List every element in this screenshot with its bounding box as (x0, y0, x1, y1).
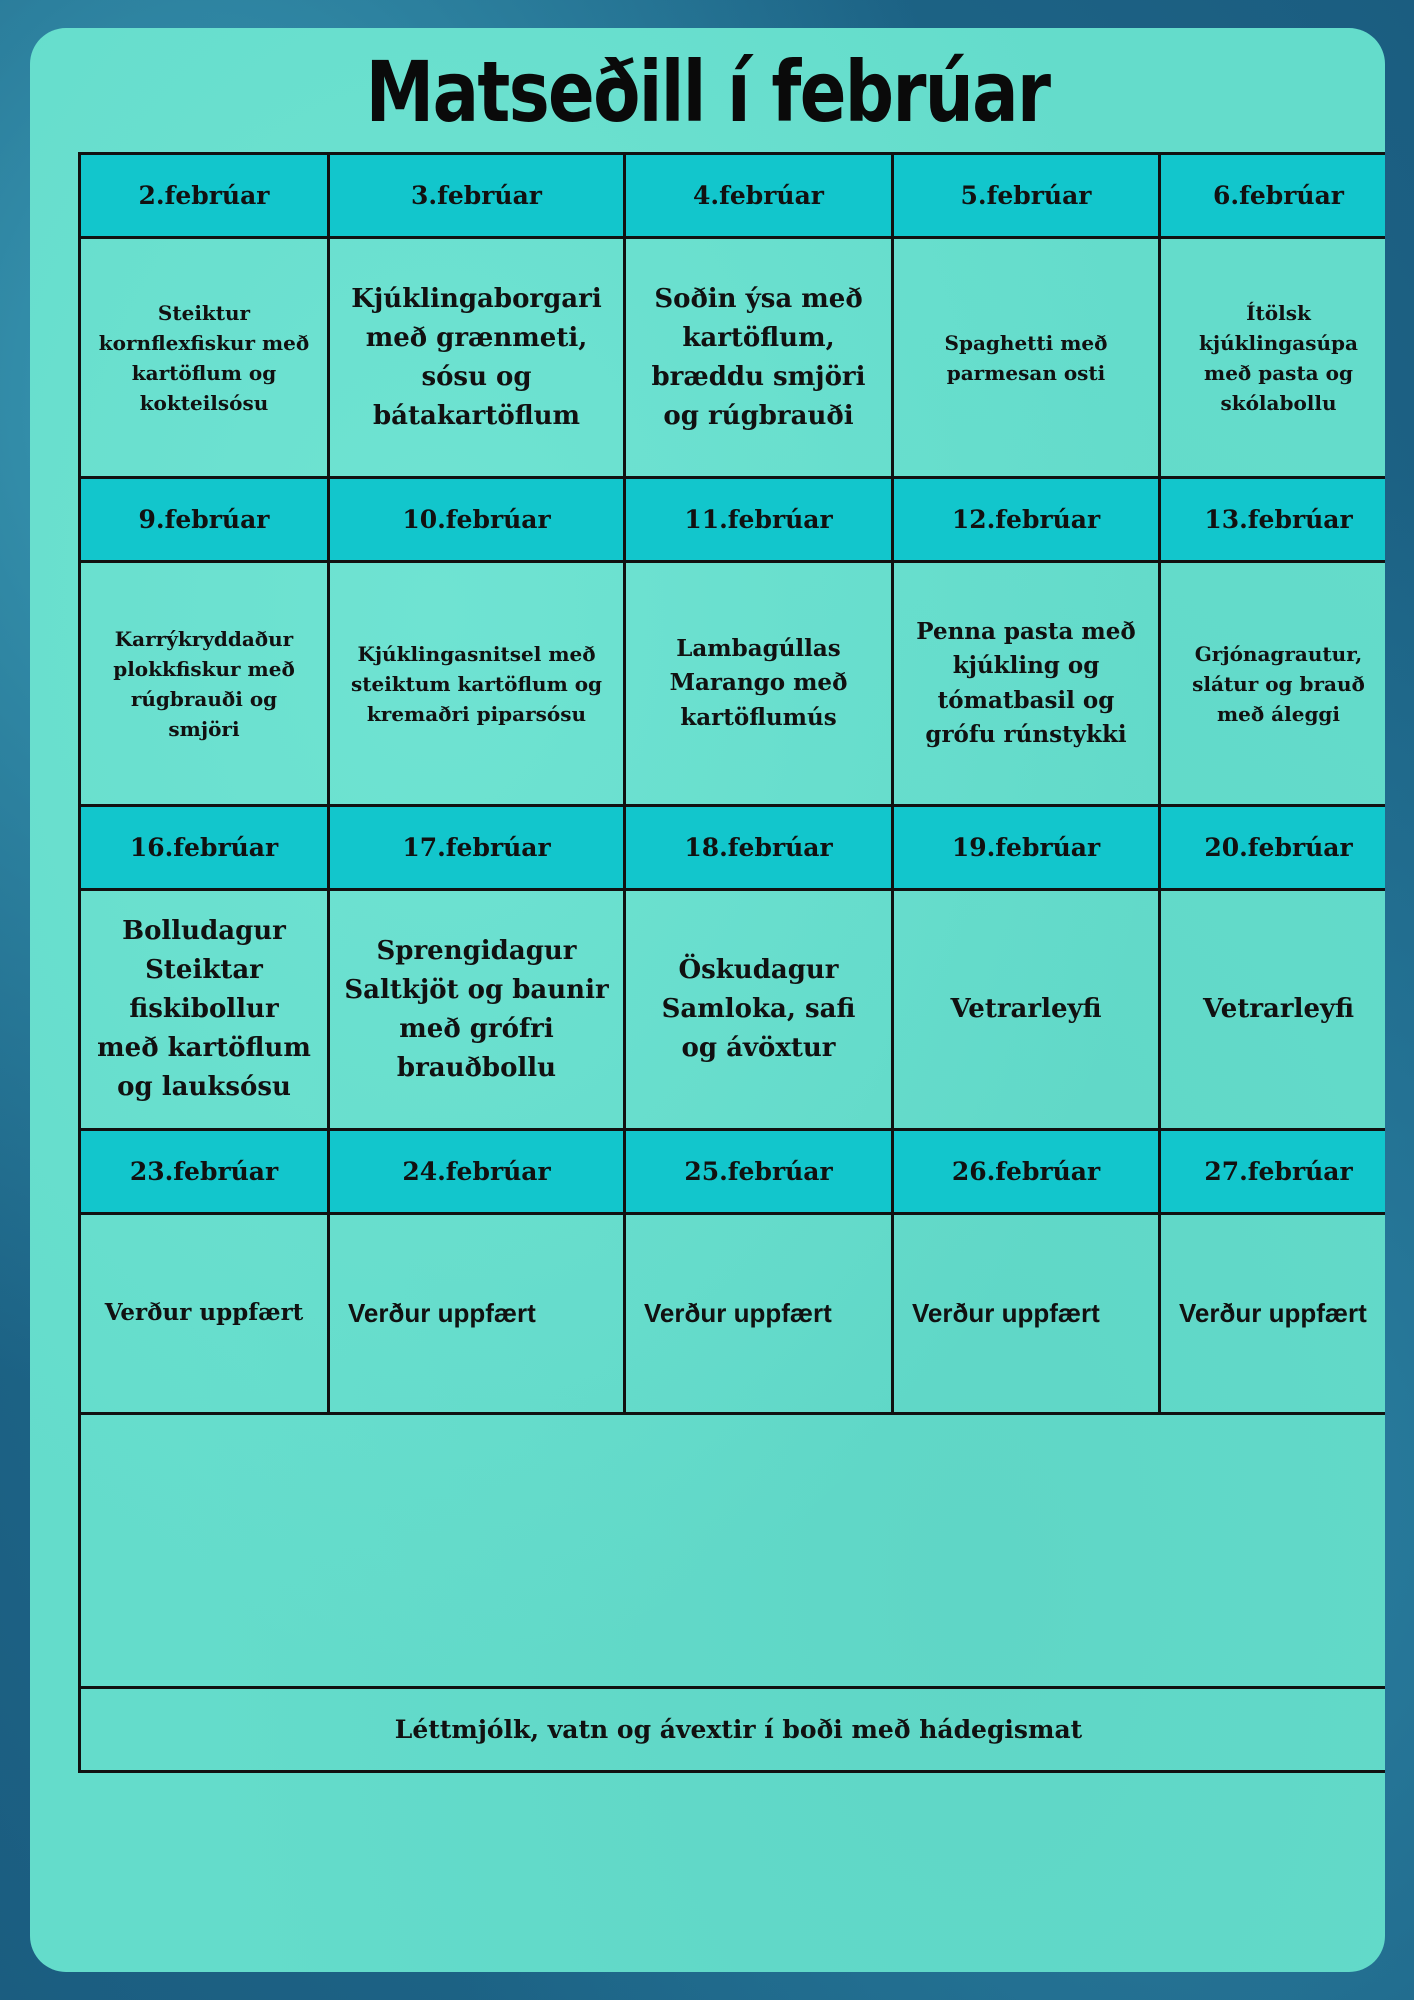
date-cell: 20.febrúar (1160, 806, 1386, 890)
date-cell: 5.febrúar (893, 154, 1160, 238)
meal-row-week-4 (80, 1214, 1386, 1414)
date-cell: 6.febrúar (1160, 154, 1386, 238)
meal-cell: Verður uppfært (329, 1214, 625, 1414)
meal-row-week-2 (80, 562, 1386, 806)
date-cell: 24.febrúar (329, 1130, 625, 1214)
meal-cell: Spaghetti með parmesan osti (893, 238, 1160, 478)
date-row-week-1 (80, 154, 1386, 238)
meal-cell: Verður uppfært (893, 1214, 1160, 1414)
footer-note: Léttmjólk, vatn og ávextir í boði með hádegismat (80, 1688, 1386, 1772)
meal-cell: Öskudagur Samloka, safi og ávöxtur (625, 890, 893, 1130)
empty-row (80, 1414, 1386, 1688)
meal-row-week-3 (80, 890, 1386, 1130)
date-row-week-2 (80, 478, 1386, 562)
menu-card (30, 28, 1385, 1972)
meal-cell: Verður uppfært (1160, 1214, 1386, 1414)
date-cell: 11.febrúar (625, 478, 893, 562)
date-cell: 25.febrúar (625, 1130, 893, 1214)
meal-cell: Vetrarleyfi (1160, 890, 1386, 1130)
meal-cell: Verður uppfært (80, 1214, 329, 1414)
date-cell: 19.febrúar (893, 806, 1160, 890)
date-cell: 12.febrúar (893, 478, 1160, 562)
meal-cell: Karrýkryddaður plokkfiskur með rúgbrauði og smjöri (80, 562, 329, 806)
empty-cell (80, 1414, 1386, 1688)
meal-row-week-1 (80, 238, 1386, 478)
date-cell: 4.febrúar (625, 154, 893, 238)
meal-cell: Vetrarleyfi (893, 890, 1160, 1130)
meal-cell: Kjúklingasnitsel með steiktum kartöflum og kremaðri piparsósu (329, 562, 625, 806)
meal-cell: Kjúklingaborgari með grænmeti, sósu og bátakartöflum (329, 238, 625, 478)
page-title: Matseðill í febrúar (365, 43, 1050, 141)
meal-cell: Verður uppfært (625, 1214, 893, 1414)
date-cell: 27.febrúar (1160, 1130, 1386, 1214)
date-cell: 18.febrúar (625, 806, 893, 890)
date-cell: 23.febrúar (80, 1130, 329, 1214)
meal-cell: Penna pasta með kjúkling og tómatbasil og grófu rúnstykki (893, 562, 1160, 806)
footer-row (80, 1688, 1386, 1772)
meal-cell: Steiktur kornflexfiskur með kartöflum og kokteilsósu (80, 238, 329, 478)
date-cell: 9.febrúar (80, 478, 329, 562)
meal-cell: Bolludagur Steiktar fiskibollur með kartöflum og lauksósu (80, 890, 329, 1130)
menu-table (78, 152, 1385, 1773)
date-cell: 26.febrúar (893, 1130, 1160, 1214)
date-cell: 13.febrúar (1160, 478, 1386, 562)
meal-cell: Ítölsk kjúklingasúpa með pasta og skólabollu (1160, 238, 1386, 478)
date-cell: 16.febrúar (80, 806, 329, 890)
meal-cell: Grjónagrautur, slátur og brauð með áleggi (1160, 562, 1386, 806)
date-cell: 3.febrúar (329, 154, 625, 238)
date-row-week-3 (80, 806, 1386, 890)
meal-cell: Sprengidagur Saltkjöt og baunir með grófri brauðbollu (329, 890, 625, 1130)
date-row-week-4 (80, 1130, 1386, 1214)
meal-cell: Soðin ýsa með kartöflum, bræddu smjöri og rúgbrauði (625, 238, 893, 478)
date-cell: 2.febrúar (80, 154, 329, 238)
meal-cell: Lambagúllas Marango með kartöflumús (625, 562, 893, 806)
date-cell: 17.febrúar (329, 806, 625, 890)
date-cell: 10.febrúar (329, 478, 625, 562)
